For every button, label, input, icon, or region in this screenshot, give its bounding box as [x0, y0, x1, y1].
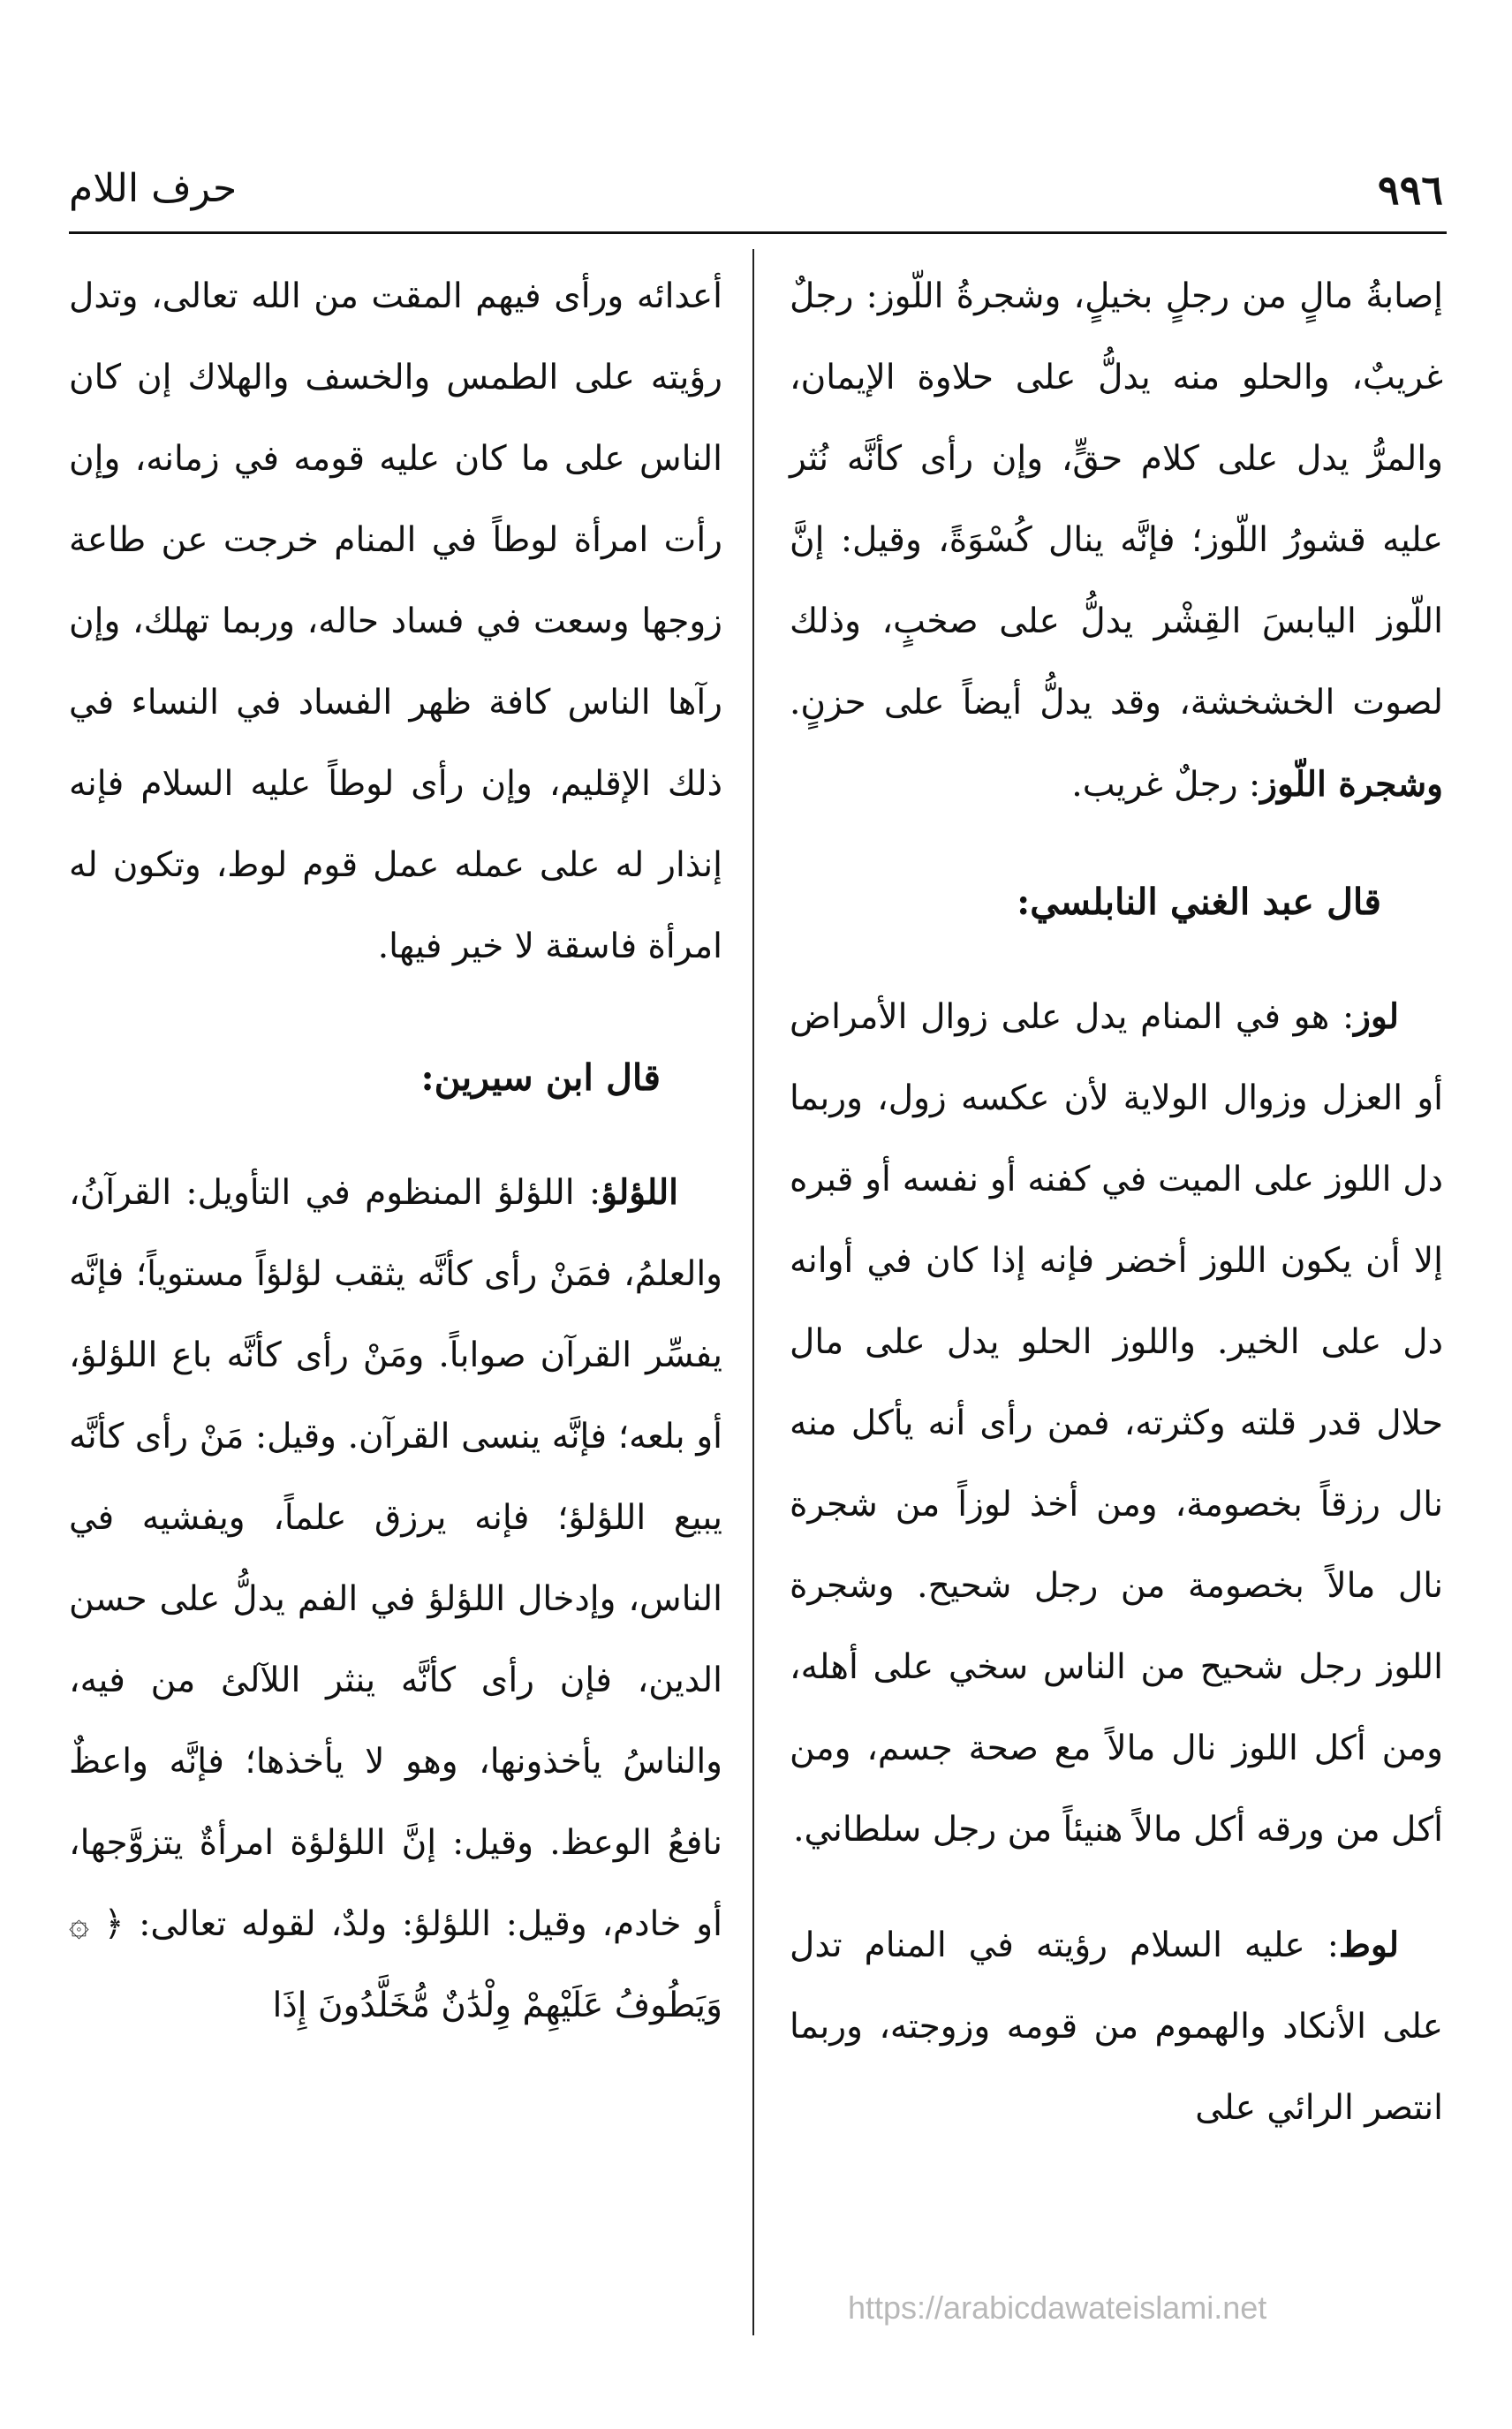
entry-lawz — [790, 976, 1443, 1871]
quran-verse: ﴿ ۞ وَيَطُوفُ عَلَيْهِمْ وِلْدَٰنٌ مُّخَلَّدُونَ إِذَا — [69, 1904, 722, 2025]
right-intro-text: إصابةُ مالٍ من رجلٍ بخيلٍ، وشجرةُ اللّوز: رجلٌ غريبٌ، والحلو منه يدلُّ على حلاوة الإيمان، والمرُّ يدل على كلام حقٍّ، وإن رأى كأنَّه نُثر عليه قشورُ اللّوز؛ فإنَّه ينال كُسْوَةً، وقيل: إنَّ اللّوز اليابسَ القِشْر يدلُّ على صخبٍ، وذلك لصوت الخشخشة، وقد يدلُّ أيضاً على حزنٍ. — [790, 276, 1443, 723]
watermark-url: https://arabicdawateislami.net — [848, 2289, 1267, 2326]
entry-text: : هو في المنام يدل على زوال الأمراض أو العزل وزوال الولاية لأن عكسه زول، وربما دل اللوز على الميت في كفنه أو نفسه أو قبره إلا أن يكون اللوز أخضر فإنه إذا كان في أوانه دل على الخير. واللوز الحلو يدل على مال حلال قدر قلته وكثرته، فمن رأى أنه يأكل منه نال رزقاً بخصومة، ومن أخذ لوزاً من شجرة نال مالاً بخصومة من رجل شحيح. وشجرة اللوز رجل شحيح من الناس سخي على أهله، ومن أكل اللوز نال مالاً مع صحة جسم، ومن أكل من ورقه أكل مالاً هنيئاً من رجل سلطاني. — [790, 997, 1443, 1850]
left-intro-paragraph: أعدائه ورأى فيهم المقت من الله تعالى، وتدل رؤيته على الطمس والخسف والهلاك إن كان الناس على ما كان عليه قومه في زمانه، وإن رأت امرأة لوطاً في المنام خرجت عن طاعة زوجها وسعت في فساد حاله، وربما تهلك، وإن رآها الناس كافة ظهر الفساد في النساء في ذلك الإقليم، وإن رأى لوطاً عليه السلام فإنه إنذار له على عمله عمل قوم لوط، وتكون له امرأة فاسقة لا خير فيها. — [69, 276, 722, 966]
column-divider — [752, 249, 754, 2335]
entry-lemma: لوط — [1338, 1925, 1399, 1965]
right-column — [790, 256, 1443, 2149]
left-column — [69, 256, 722, 2047]
entry-lut — [790, 1904, 1443, 2149]
section-heading-ibn-sirin: قال ابن سيرين: — [420, 1056, 661, 1099]
header-rule — [69, 231, 1447, 234]
section-heading-nabulsi: قال عبد الغني النابلسي: — [1017, 881, 1381, 923]
entry-text: : عليه السلام رؤيته في المنام تدل على الأنكاد والهموم من قومه وزوجته، وربما انتصر الرائي على — [790, 1926, 1443, 2128]
running-title: حرف اللام — [69, 166, 238, 211]
right-intro-paragraph — [790, 256, 1443, 826]
entry-lemma: لوز — [1354, 996, 1399, 1037]
right-intro-lemma: وشجرة اللّوز — [1260, 764, 1443, 805]
entry-text: : اللؤلؤ المنظوم في التأويل: القرآنُ، والعلمُ، فمَنْ رأى كأنَّه يثقب لؤلؤاً مستوياً؛ فإنَّه يفسِّر القرآن صواباً. ومَنْ رأى كأنَّه باع اللؤلؤ، أو بلعه؛ فإنَّه ينسى القرآن. وقيل: مَنْ رأى كأنَّه يبيع اللؤلؤ؛ فإنه يرزق علماً، ويفشيه في الناس، وإدخال اللؤلؤ في الفم يدلُّ على حسن الدين، فإن رأى كأنَّه ينثر اللآلئ من فيه، والناسُ يأخذونها، وهو لا يأخذها؛ فإنَّه واعظٌ نافعُ الوعظ. وقيل: إنَّ اللؤلؤة امرأةٌ يتزوَّجها، أو خادم، وقيل: اللؤلؤ: ولدٌ، لقوله تعالى: — [69, 1173, 722, 1944]
page-number: ٩٩٦ — [1377, 166, 1443, 214]
entry-lulu — [69, 1152, 722, 2047]
entry-lemma: اللؤلؤ — [601, 1172, 678, 1213]
right-intro-tail: : رجلٌ غريب. — [1071, 765, 1261, 805]
